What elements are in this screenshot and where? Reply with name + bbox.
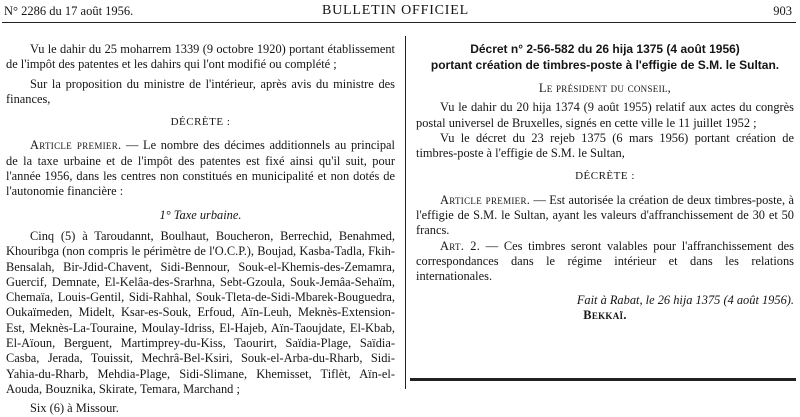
vu-dahir-1374-paragraph: Vu le dahir du 20 hija 1374 (9 août 1955) relatif aux actes du congrès postal universel de Bruxelles, signés en cette ville le 11 juillet 1952 ; [416, 100, 794, 130]
article-1-text: — Le nombre des décimes additionnels au principal de la taxe urbaine et de l'impôt des patentes est fixé ainsi qu'il suit, pour l'année 1956, dans les centres non constitués en municipalité et non dotés de l'autonomie financière : [6, 138, 395, 199]
page-header [4, 4, 792, 20]
column-divider [405, 36, 406, 389]
vu-decret-paragraph: Vu le décret du 23 rejeb 1375 (6 mars 1956) portant création de timbres-poste à l'effigie de S.M. le Sultan, [416, 130, 794, 161]
cinq-list-paragraph: Cinq (5) à Taroudannt, Boulhaut, Boucheron, Berrechid, Benahmed, Khouribga (non compris le périmètre de l'O.C.P.), Boujad, Kasba-Tadla, Fkih-Bensalah, Bir-Jdid-Chavent, Sidi-Bennour, Souk-el-Khemis-des-Zemamra, Guercif, Demnate, El-Kelâa-des-Srarhna, Sebt-Gzoula, Souk-Jemâa-Sehaïm, Chemaïa, Louis-Gentil, Sidi-Rahhal, Souk-Tleta-de-Sidi-Mbarek-Bouguedra, Oukaïmeden, Midelt, Ksar-es-Souk, Erfoud, Aïn-Leuh, Meknès-Extension-Est, Meknès-La-Touraine, Moulay-Idriss, El-Hajeb, Aïn-Taoujdate, El-Kbab, El-Aïoun, Berguent, Martimprey-du-Kiss, Taourirt, Saïdia-Plage, Saïdia-Casba, Jerada, Touissit, Mechrâ-Bel-Ksiri, Souk-el-Arba-du-Rharb, Sidi-Yahia-du-Rharb, Mehdia-Plage, Sidi-Slimane, Khemisset, Tiflèt, Aïn-el-Aouda, Bouznika, Skirate, Temara, Marchand ; [6, 228, 395, 396]
right-article-1-paragraph [416, 193, 794, 239]
article-1-paragraph [6, 138, 395, 199]
right-article-1-label: Article premier. [440, 192, 531, 207]
publication-title: BULLETIN OFFICIEL [322, 3, 469, 18]
decree-title-line-1: Décret n° 2-56-582 du 26 hija 1375 (4 août 1956) [470, 42, 740, 56]
president-heading: Le président du conseil, [538, 81, 672, 95]
issue-number: N° 2286 du 17 août 1956. [4, 4, 134, 18]
decree-title-line-2: portant création de timbres-poste à l'effigie de S.M. le Sultan. [430, 57, 780, 72]
signature-name: Bekkaï. [583, 307, 627, 322]
article-2-label: Art. 2. [440, 238, 481, 253]
section-title: 1° Taxe urbaine. [159, 207, 242, 222]
right-column [416, 42, 794, 323]
right-article-1-text: — Est autorisée la création de deux timbres-poste, à l'effigie de S.M. le Sultan, ayant les valeurs d'affranchissement de 30 et 50 francs. [416, 192, 794, 238]
proposition-paragraph: Sur la proposition du ministre de l'intérieur, après avis du ministre des finances, [6, 76, 395, 106]
decrete-heading-right: DÉCRÈTE : [575, 170, 635, 183]
article-1-label: Article premier. [30, 138, 122, 153]
page-number: 903 [773, 4, 792, 18]
end-rule [410, 378, 796, 381]
decrete-heading: DÉCRÈTE : [170, 116, 231, 129]
header-rule [2, 22, 796, 23]
six-paragraph: Six (6) à Missour. [30, 401, 119, 416]
article-2-paragraph [416, 239, 794, 285]
vu-dahir-paragraph: Vu le dahir du 25 moharrem 1339 (9 octobre 1920) portant établissement de l'impôt des patentes et les dahirs qui l'ont modifié ou complété ; [6, 42, 395, 72]
fait-a-rabat-line: Fait à Rabat, le 26 hija 1375 (4 août 1956). [576, 292, 794, 307]
left-column [6, 42, 395, 417]
article-2-text: — Ces timbres seront valables pour l'affranchissement des correspondances dans le régime intérieur et dans les relations internationales. [416, 238, 794, 284]
